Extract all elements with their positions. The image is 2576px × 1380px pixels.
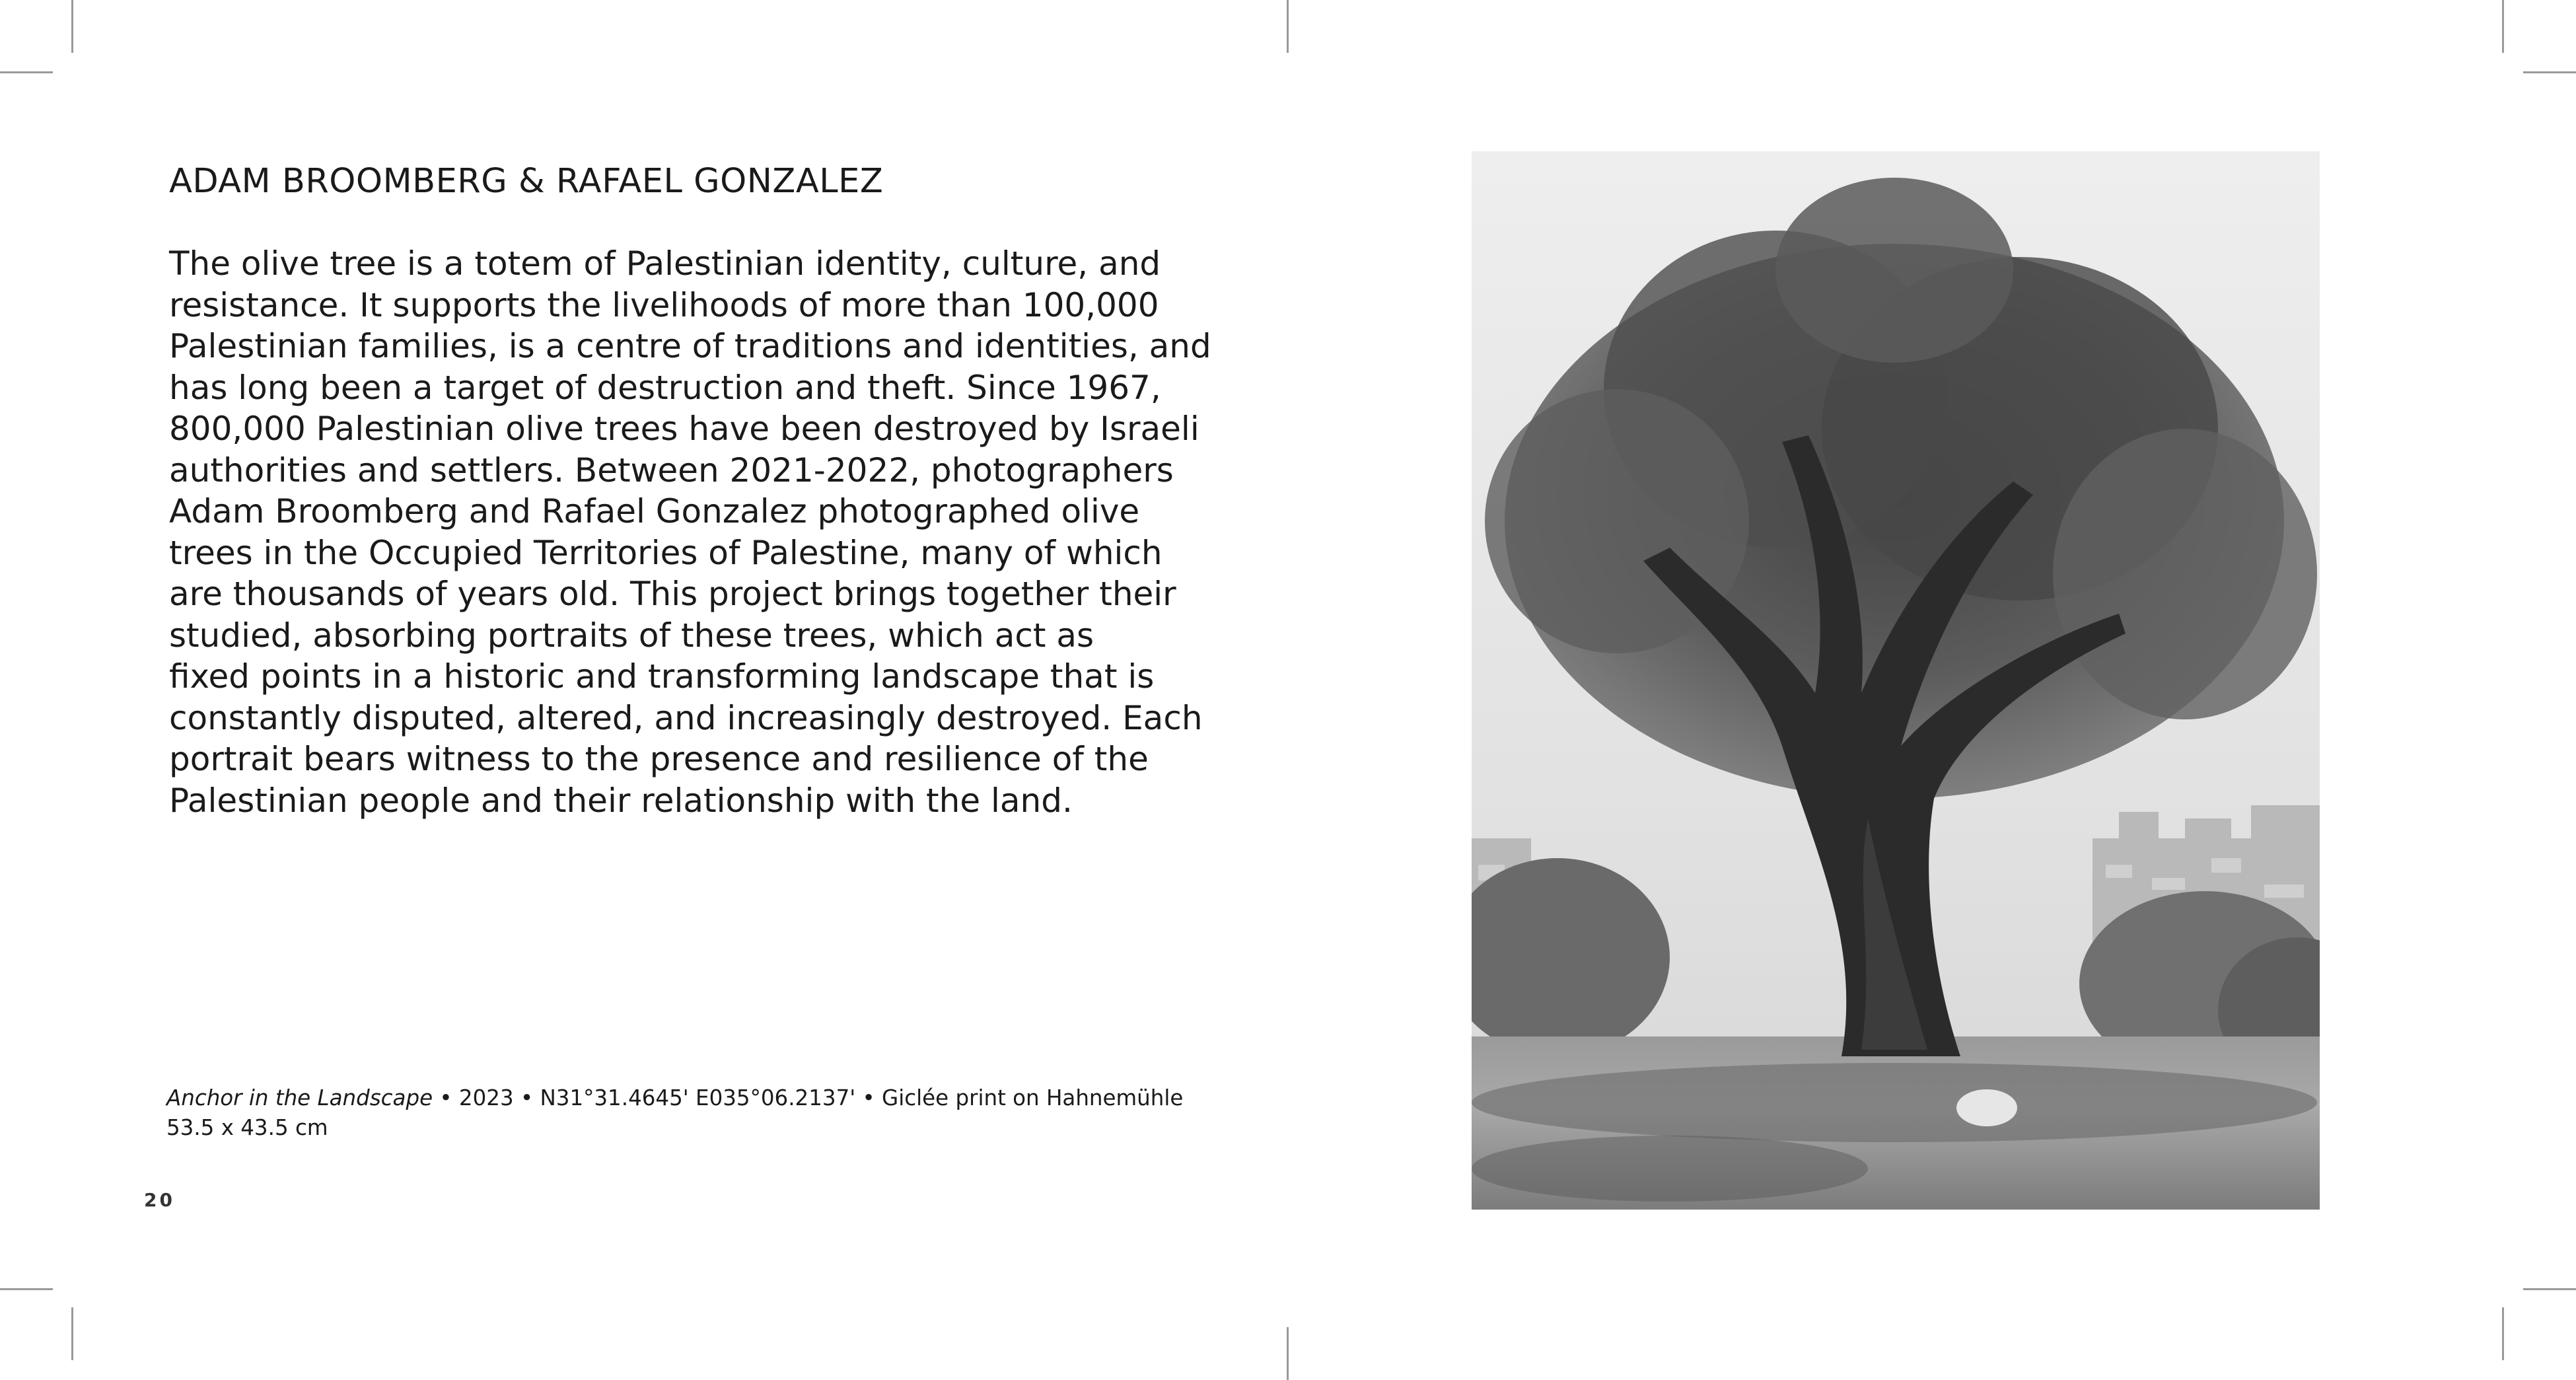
statement-line: constantly disputed, altered, and increasingly destroyed. Each	[169, 698, 1203, 737]
statement-line: trees in the Occupied Territories of Palestine, many of which	[169, 533, 1163, 572]
statement-line: Palestinian families, is a centre of traditions and identities, and	[169, 327, 1211, 365]
crop-mark	[2502, 1307, 2504, 1360]
statement-line: has long been a target of destruction and theft. Since 1967,	[169, 368, 1161, 407]
crop-mark	[1287, 1327, 1289, 1380]
statement-line: portrait bears witness to the presence and resilience of the	[169, 740, 1149, 778]
crop-mark	[0, 71, 53, 73]
artwork-details: • 2023 • N31°31.4645' E035°06.2137' • Giclée print on Hahnemühle	[433, 1085, 1184, 1110]
statement-line: Adam Broomberg and Rafael Gonzalez photographed olive	[169, 492, 1140, 530]
statement-line: resistance. It supports the livelihoods of more than 100,000	[169, 285, 1159, 324]
crop-mark	[71, 1307, 73, 1360]
olive-tree-photo	[1472, 151, 2320, 1210]
crop-mark	[71, 0, 73, 53]
crop-mark	[2523, 1288, 2576, 1290]
statement-line: are thousands of years old. This project brings together their	[169, 575, 1176, 613]
statement-line: The olive tree is a totem of Palestinian identity, culture, and	[169, 244, 1161, 283]
crop-mark	[2523, 71, 2576, 73]
caption-line	[166, 1083, 1183, 1113]
statement-line: authorities and settlers. Between 2021-2022, photographers	[169, 451, 1174, 490]
statement-line: 800,000 Palestinian olive trees have been destroyed by Israeli	[169, 410, 1199, 448]
page-number: 20	[144, 1189, 175, 1211]
artwork-dimensions: 53.5 x 43.5 cm	[166, 1115, 328, 1140]
crop-mark	[1287, 0, 1289, 53]
artist-heading: ADAM BROOMBERG & RAFAEL GONZALEZ	[169, 162, 884, 201]
statement-line: studied, absorbing portraits of these trees, which act as	[169, 616, 1094, 655]
artwork-caption	[166, 1083, 1183, 1143]
artwork-title: Anchor in the Landscape	[166, 1085, 433, 1110]
statement-line: fixed points in a historic and transforming landscape that is	[169, 657, 1155, 696]
statement-line: Palestinian people and their relationship with the land.	[169, 781, 1073, 820]
artist-statement	[169, 243, 1213, 821]
crop-mark	[0, 1288, 53, 1290]
olive-tree-illustration	[1472, 151, 2320, 1210]
crop-mark	[2502, 0, 2504, 53]
